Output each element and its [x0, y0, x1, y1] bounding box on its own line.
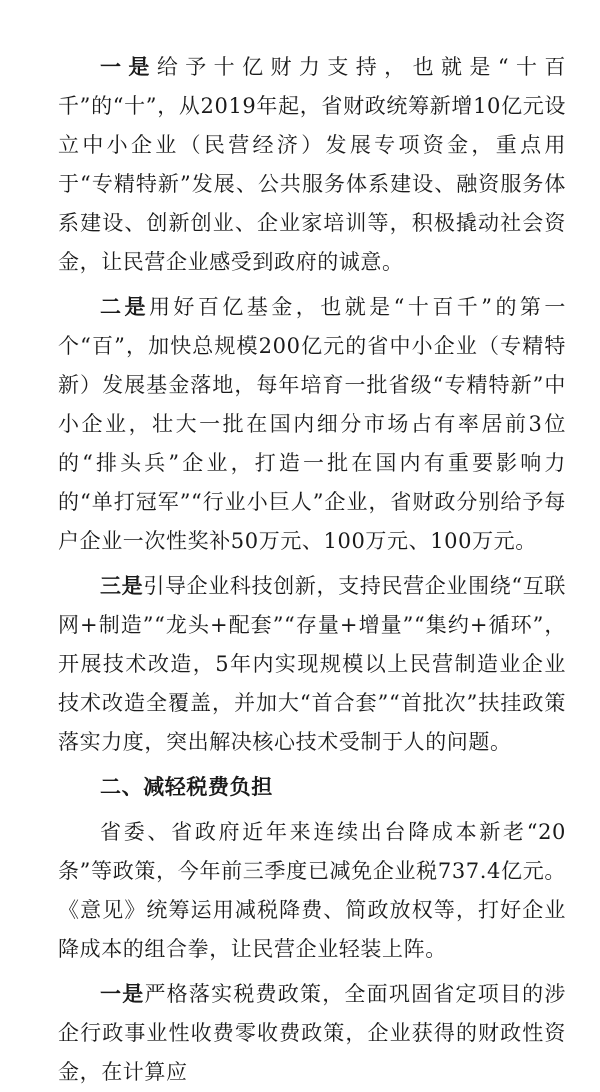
paragraph-4 [58, 813, 566, 969]
paragraph-2-text: 用好百亿基金，也就是“十百千”的第一个“百”，加快总规模200亿元的省中小企业（专精特新）发展基金落地，每年培育一批省级“专精特新”中小企业，壮大一批在国内细分市场占有率居前3位的“排头兵”企业，打造一批在国内有重要影响力的“单打冠军”“行业小巨人”企业，省财政分别给予每户企业一次性奖补50万元、100万元、100万元。 [58, 295, 567, 553]
paragraph-5 [58, 975, 566, 1092]
paragraph-2 [58, 288, 566, 561]
paragraph-3-lead: 三是 [100, 574, 144, 598]
paragraph-4-text: 省委、省政府近年来连续出台降成本新老“20条”等政策，今年前三季度已减免企业税737.4亿元。《意见》统筹运用减税降费、简政放权等，打好企业降成本的组合拳，让民营企业轻装上阵。 [58, 820, 566, 961]
paragraph-5-text: 严格落实税费政策，全面巩固省定项目的涉企行政事业性收费零收费政策，企业获得的财政性资金，在计算应 [58, 982, 567, 1084]
paragraph-3 [58, 567, 566, 762]
paragraph-1-text: 给予十亿财力支持，也就是“十百千”的“十”，从2019年起，省财政统筹新增10亿元设立中小企业（民营经济）发展专项资金，重点用于“专精特新”发展、公共服务体系建设、融资服务体系建设、创新创业、企业家培训等，积极撬动社会资金，让民营企业感受到政府的诚意。 [58, 55, 566, 274]
paragraph-1-lead: 一是 [100, 55, 157, 79]
paragraph-5-lead: 一是 [100, 982, 145, 1006]
section-heading: 二、减轻税费负担 [100, 775, 273, 799]
paragraph-3-text: 引导企业科技创新，支持民营企业围绕“互联网+制造”“龙头+配套”“存量+增量”“集约+循环”，开展技术改造，5年内实现规模以上民营制造业企业技术改造全覆盖，并加大“首合套”“首批次”扶挂政策落实力度，突出解决核心技术受制于人的问题。 [58, 574, 567, 754]
paragraph-1 [58, 48, 566, 282]
paragraph-2-lead: 二是 [100, 295, 149, 319]
